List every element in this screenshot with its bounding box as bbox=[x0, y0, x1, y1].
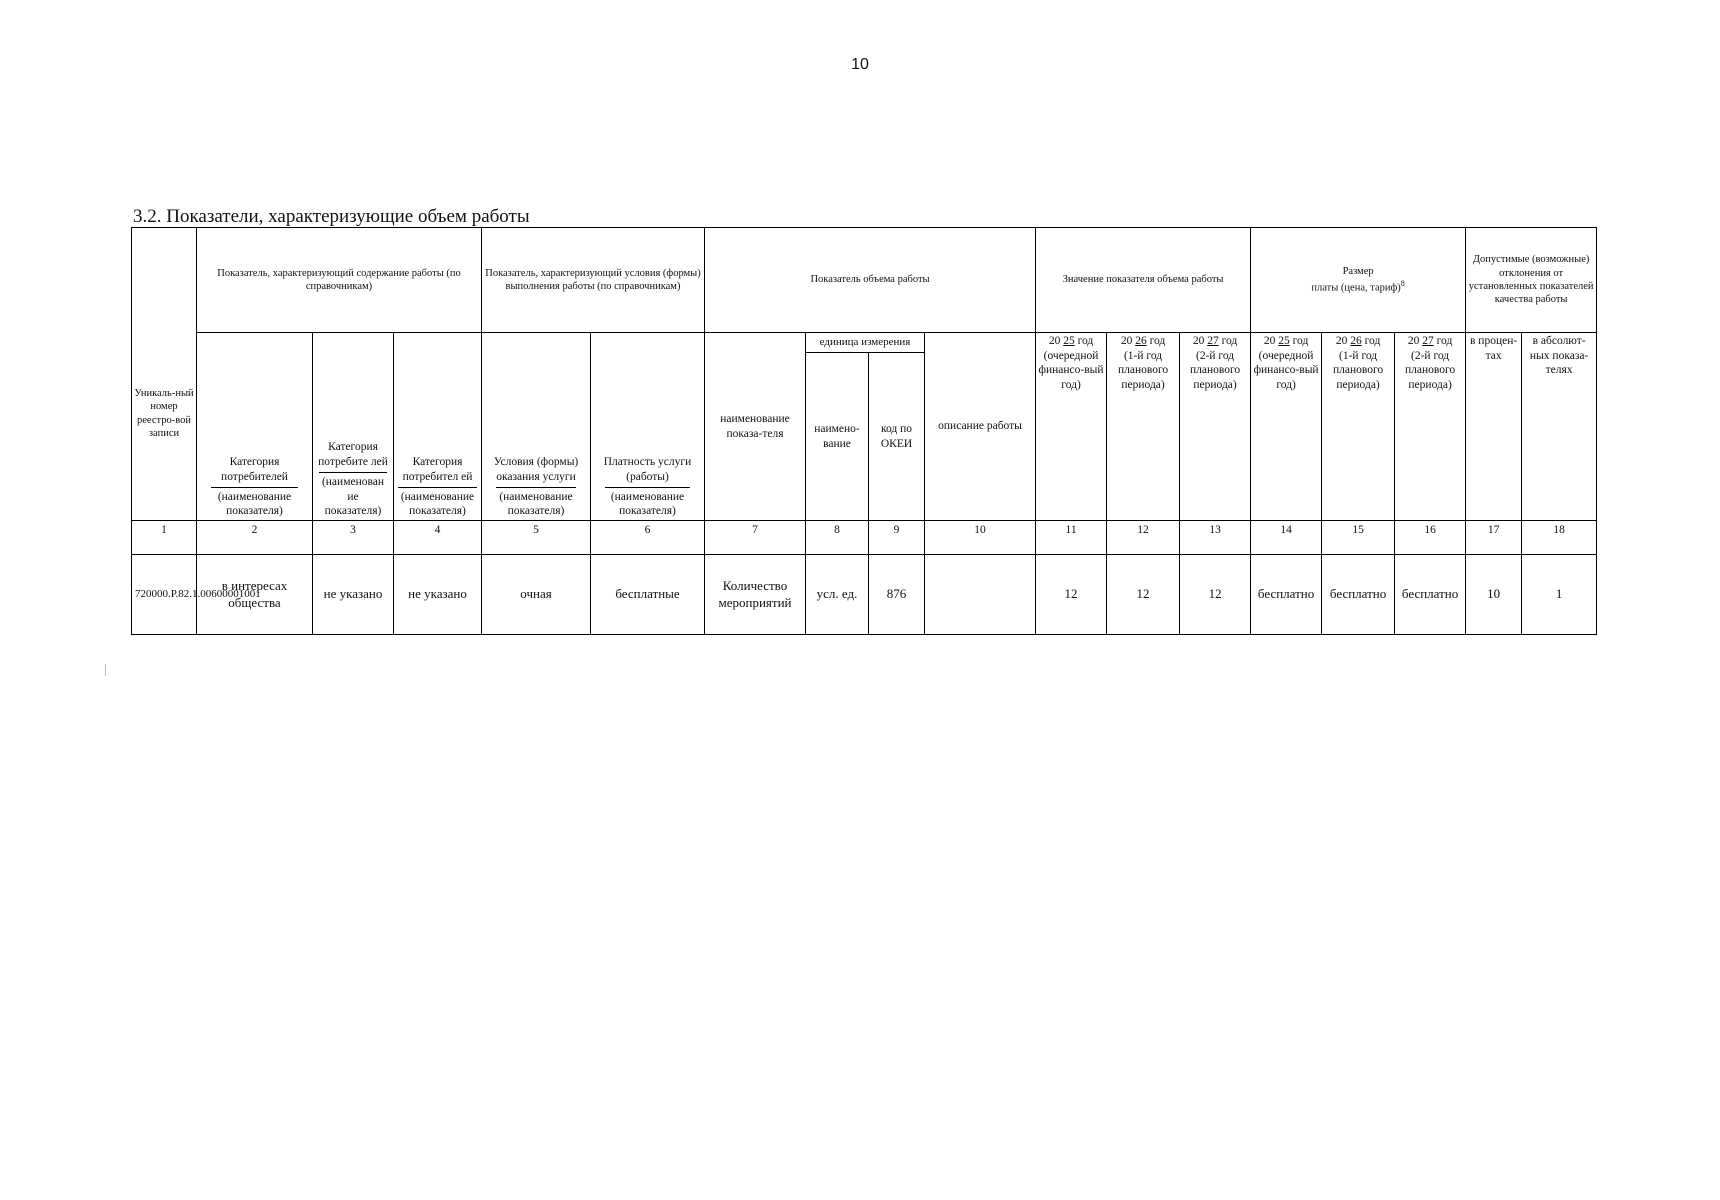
header-unit-name: наимено-вание bbox=[806, 353, 869, 521]
header-year-2027 bbox=[1180, 333, 1251, 521]
registry-number: 720000.Р.82.1.00600001001 bbox=[132, 555, 197, 635]
scan-mark bbox=[105, 664, 106, 676]
col-number: 3 bbox=[313, 521, 394, 555]
fee-year-2026-yy: 26 bbox=[1350, 335, 1362, 347]
unit-name-value: усл. ед. bbox=[806, 555, 869, 635]
value-2025: 12 bbox=[1036, 555, 1107, 635]
col-number: 13 bbox=[1180, 521, 1251, 555]
year-2025-yy: 25 bbox=[1063, 335, 1075, 347]
value-2026: 12 bbox=[1107, 555, 1180, 635]
col-number: 11 bbox=[1036, 521, 1107, 555]
payment-sub: (наименование показателя) bbox=[605, 487, 690, 519]
header-unique-number: Уникаль-ный номер реестро-вой записи bbox=[132, 228, 197, 521]
header-fee-year-2025 bbox=[1251, 333, 1322, 521]
section-title: 3.2. Показатели, характеризующие объем работы bbox=[133, 206, 530, 227]
value-2027: 12 bbox=[1180, 555, 1251, 635]
year-2025-note: (очередной финансо-вый год) bbox=[1038, 349, 1104, 392]
fee-size-line2: платы (цена, тариф) bbox=[1311, 282, 1401, 294]
header-category-b bbox=[313, 333, 394, 521]
category-c-label: Категория потребител ей bbox=[402, 456, 473, 483]
header-category-c bbox=[394, 333, 482, 521]
table-row bbox=[132, 555, 1597, 635]
fee-year-2025-prefix: 20 bbox=[1263, 335, 1276, 347]
year-2026-yy: 26 bbox=[1135, 335, 1147, 347]
payment-label: Платность услуги (работы) bbox=[603, 456, 692, 483]
fee-2027: бесплатно bbox=[1395, 555, 1466, 635]
fee-year-2026-note: (1-й год планового периода) bbox=[1332, 349, 1384, 392]
header-unit: единица измерения bbox=[806, 333, 925, 353]
fee-year-2025-suffix: год bbox=[1292, 335, 1309, 347]
fee-2025: бесплатно bbox=[1251, 555, 1322, 635]
year-2027-yy: 27 bbox=[1207, 335, 1219, 347]
fee-year-2027-suffix: год bbox=[1436, 335, 1453, 347]
year-2027-note: (2-й год планового периода) bbox=[1189, 349, 1241, 392]
category-a-value: в интересах общества bbox=[197, 555, 313, 635]
page-number: 10 bbox=[851, 56, 869, 73]
col-number: 5 bbox=[482, 521, 591, 555]
work-description-value bbox=[925, 555, 1036, 635]
header-in-absolute: в абсолют-ных показа-телях bbox=[1522, 333, 1597, 521]
col-number: 7 bbox=[705, 521, 806, 555]
fee-year-2027-prefix: 20 bbox=[1407, 335, 1420, 347]
header-payment bbox=[591, 333, 705, 521]
fee-size-footnote: 8 bbox=[1400, 278, 1405, 288]
fee-year-2026-suffix: год bbox=[1364, 335, 1381, 347]
conditions-form-sub: (наименование показателя) bbox=[496, 487, 576, 519]
category-c-sub: (наименование показателя) bbox=[398, 487, 477, 519]
header-indicator-name: наименование показа-теля bbox=[705, 333, 806, 521]
category-a-sub: (наименование показателя) bbox=[211, 487, 298, 519]
year-2026-suffix: год bbox=[1149, 335, 1166, 347]
col-number: 17 bbox=[1466, 521, 1522, 555]
col-number: 2 bbox=[197, 521, 313, 555]
header-fee-year-2027 bbox=[1395, 333, 1466, 521]
okei-code-value: 876 bbox=[869, 555, 925, 635]
header-year-2025 bbox=[1036, 333, 1107, 521]
category-b-sub: (наименован ие показателя) bbox=[319, 472, 387, 519]
year-2025-prefix: 20 bbox=[1048, 335, 1061, 347]
col-number: 10 bbox=[925, 521, 1036, 555]
fee-2026: бесплатно bbox=[1322, 555, 1395, 635]
deviation-absolute: 1 bbox=[1522, 555, 1597, 635]
header-fee-size bbox=[1251, 228, 1466, 333]
column-number-row bbox=[132, 521, 1597, 555]
header-fee-year-2026 bbox=[1322, 333, 1395, 521]
col-number: 6 bbox=[591, 521, 705, 555]
indicator-name-value: Количество мероприятий bbox=[705, 555, 806, 635]
col-number: 9 bbox=[869, 521, 925, 555]
category-a-label: Категория потребителей bbox=[221, 456, 288, 483]
fee-size-line1: Размер bbox=[1342, 266, 1374, 278]
header-work-description: описание работы bbox=[925, 333, 1036, 521]
fee-year-2027-note: (2-й год планового периода) bbox=[1405, 349, 1456, 392]
year-2025-suffix: год bbox=[1077, 335, 1094, 347]
payment-value: бесплатные bbox=[591, 555, 705, 635]
fee-year-2027-yy: 27 bbox=[1422, 335, 1434, 347]
header-in-percent: в процен-тах bbox=[1466, 333, 1522, 521]
col-number: 8 bbox=[806, 521, 869, 555]
col-number: 18 bbox=[1522, 521, 1597, 555]
header-deviations: Допустимые (возможные) отклонения от установленных показателей качества работы bbox=[1466, 228, 1597, 333]
form-value: очная bbox=[482, 555, 591, 635]
category-c-value: не указано bbox=[394, 555, 482, 635]
volume-indicators-table bbox=[131, 227, 1597, 635]
year-2027-prefix: 20 bbox=[1192, 335, 1205, 347]
col-number: 12 bbox=[1107, 521, 1180, 555]
col-number: 16 bbox=[1395, 521, 1466, 555]
header-volume-indicator: Показатель объема работы bbox=[705, 228, 1036, 333]
header-row-1 bbox=[132, 228, 1597, 333]
category-b-label: Категория потребите лей bbox=[318, 441, 388, 469]
year-2026-note: (1-й год планового периода) bbox=[1117, 349, 1169, 392]
header-okei-code: код по ОКЕИ bbox=[869, 353, 925, 521]
header-content-indicator: Показатель, характеризующий содержание работы (по справочникам) bbox=[197, 228, 482, 333]
header-conditions-indicator: Показатель, характеризующий условия (формы) выполнения работы (по справочникам) bbox=[482, 228, 705, 333]
header-volume-value: Значение показателя объема работы bbox=[1036, 228, 1251, 333]
header-row-2 bbox=[132, 333, 1597, 353]
header-year-2026 bbox=[1107, 333, 1180, 521]
fee-year-2026-prefix: 20 bbox=[1335, 335, 1348, 347]
category-b-value: не указано bbox=[313, 555, 394, 635]
col-number: 4 bbox=[394, 521, 482, 555]
year-2027-suffix: год bbox=[1221, 335, 1238, 347]
conditions-form-label: Условия (формы) оказания услуги bbox=[493, 456, 579, 483]
header-category-a bbox=[197, 333, 313, 521]
deviation-percent: 10 bbox=[1466, 555, 1522, 635]
year-2026-prefix: 20 bbox=[1120, 335, 1133, 347]
fee-year-2025-note: (очередной финансо-вый год) bbox=[1253, 349, 1319, 392]
fee-year-2025-yy: 25 bbox=[1278, 335, 1290, 347]
col-number: 1 bbox=[132, 521, 197, 555]
col-number: 15 bbox=[1322, 521, 1395, 555]
header-conditions-form bbox=[482, 333, 591, 521]
col-number: 14 bbox=[1251, 521, 1322, 555]
